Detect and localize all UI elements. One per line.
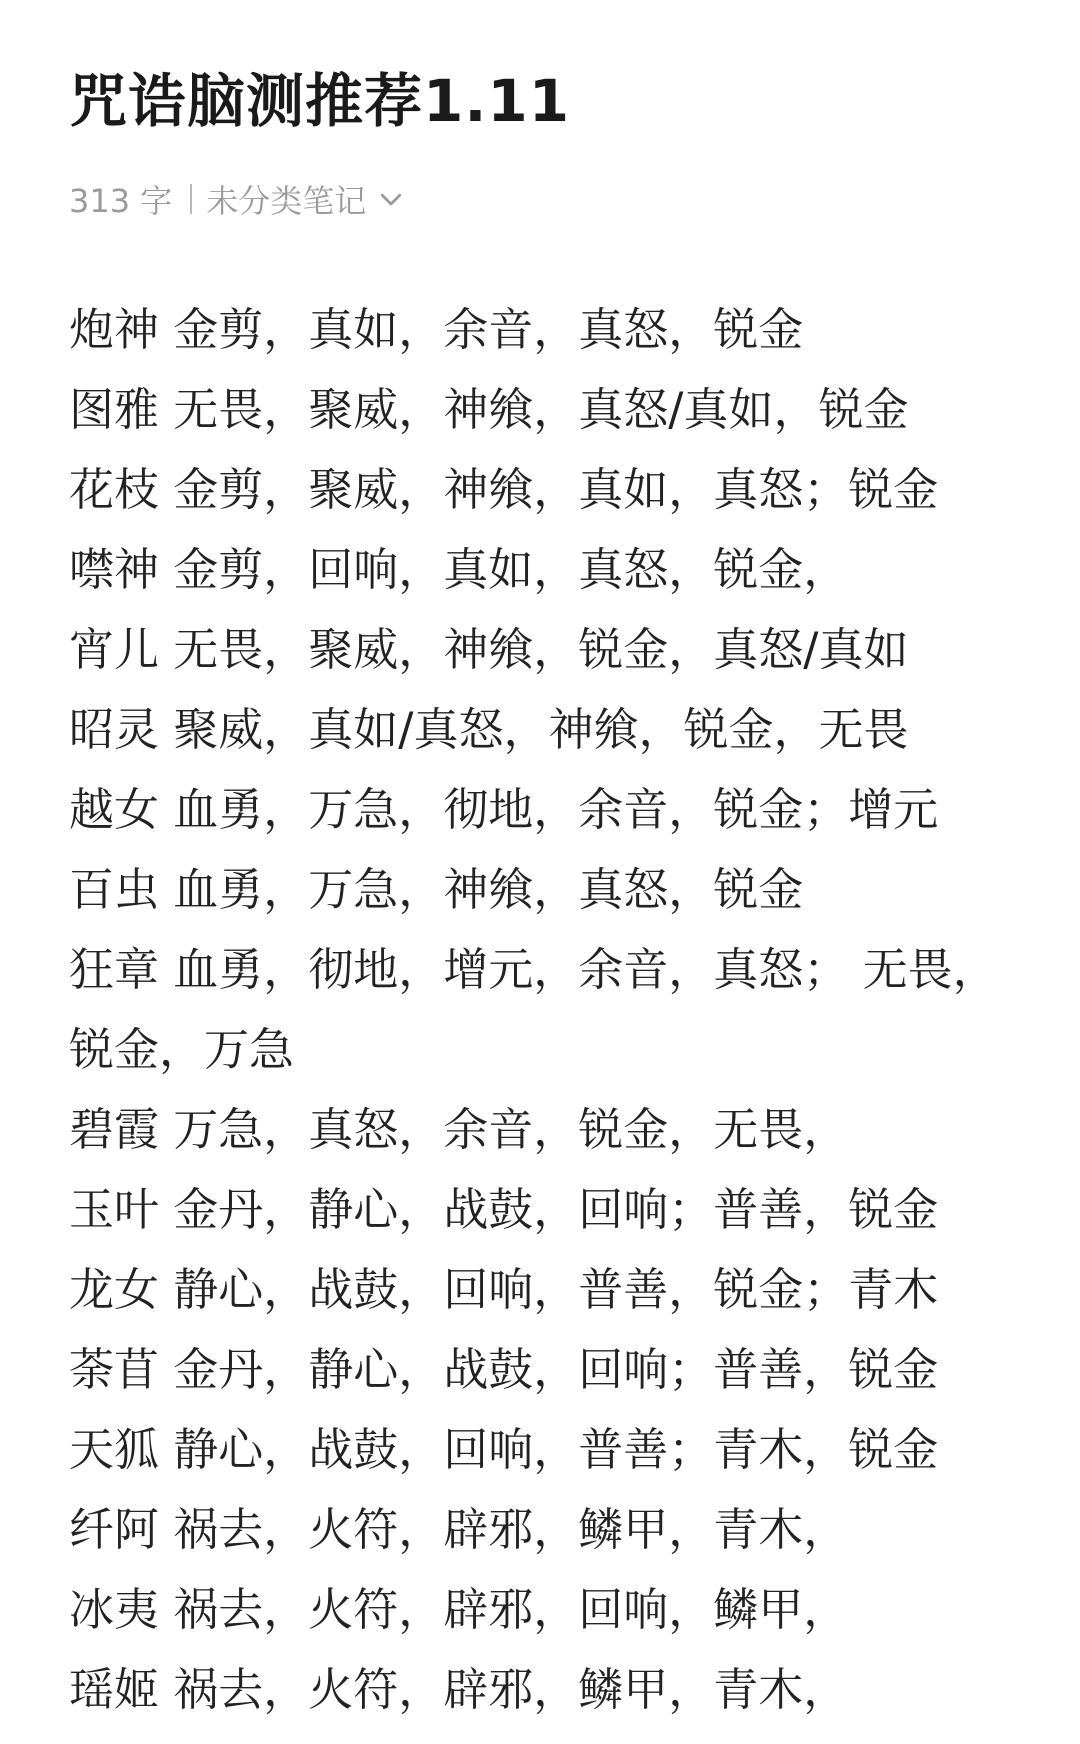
- meta-divider: [190, 184, 192, 214]
- note-body[interactable]: [69, 290, 1039, 1730]
- chevron-down-icon: [376, 184, 406, 214]
- note-line: 锐金，万急: [69, 1023, 295, 1076]
- note-line: 狂章 血勇，彻地，增元，余音，真怒； 无畏，: [69, 943, 998, 996]
- note-line: 昭灵 聚威，真如/真怒，神飨，锐金，无畏: [69, 703, 909, 756]
- note-line: 花枝 金剪，聚威，神飨，真如，真怒；锐金: [69, 463, 939, 516]
- word-count: 313 字: [69, 182, 173, 220]
- note-line: 荼苜 金丹，静心，战鼓，回响；普善，锐金: [69, 1343, 939, 1396]
- note-line: 玉叶 金丹，静心，战鼓，回响；普善，锐金: [69, 1183, 939, 1236]
- note-line: 图雅 无畏，聚威，神飨，真怒/真如，锐金: [69, 383, 909, 436]
- note-meta: [69, 176, 406, 222]
- note-line: 炮神 金剪，真如，余音，真怒，锐金: [69, 303, 804, 356]
- note-line: 瑶姬 祸去，火符，辟邪，鳞甲，青木，: [69, 1663, 849, 1716]
- note-line: 天狐 静心，战鼓，回响，普善；青木，锐金: [69, 1423, 939, 1476]
- note-line: 碧霞 万急，真怒，余音，锐金，无畏，: [69, 1103, 849, 1156]
- category-label: 未分类笔记: [206, 182, 367, 220]
- note-line: 百虫 血勇，万急，神飨，真怒，锐金: [69, 863, 804, 916]
- note-line: 纤阿 祸去，火符，辟邪，鳞甲，青木，: [69, 1503, 849, 1556]
- category-selector[interactable]: [206, 176, 406, 222]
- note-title[interactable]: 咒诰脑测推荐1.11: [69, 67, 571, 135]
- note-line: 龙女 静心，战鼓，回响，普善，锐金；青木: [69, 1263, 939, 1316]
- note-line: 越女 血勇，万急，彻地，余音，锐金；增元: [69, 783, 939, 836]
- note-line: 宵儿 无畏，聚威，神飨，锐金，真怒/真如: [69, 623, 909, 676]
- note-line: 噤神 金剪，回响，真如，真怒，锐金，: [69, 543, 849, 596]
- note-line: 冰夷 祸去，火符，辟邪，回响，鳞甲，: [69, 1583, 849, 1636]
